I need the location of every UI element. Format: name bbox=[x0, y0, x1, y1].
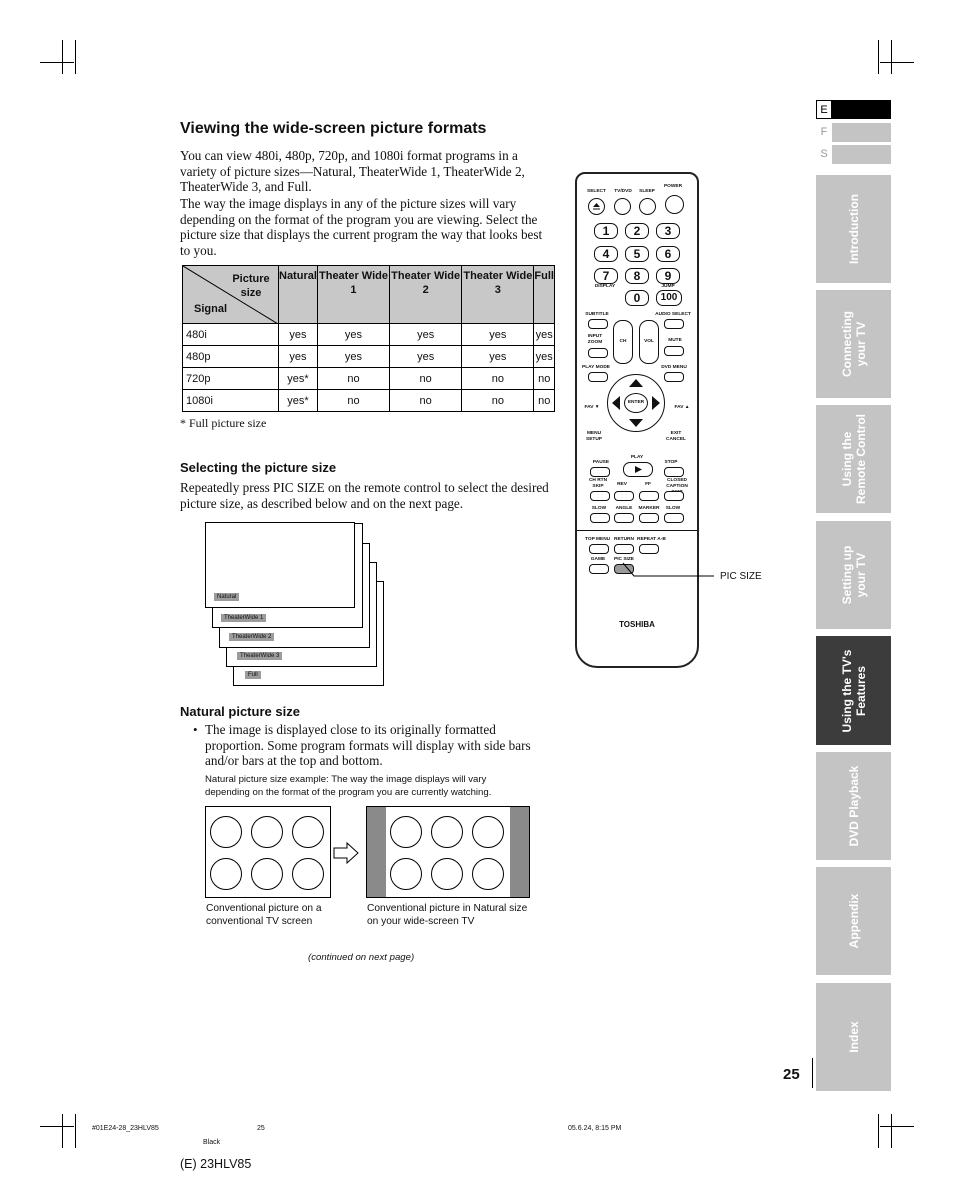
circle-shape bbox=[390, 816, 422, 848]
number-button[interactable]: 9 bbox=[656, 268, 680, 284]
frame-label: Natural bbox=[214, 593, 239, 601]
return-label: RETURN bbox=[614, 537, 634, 542]
footer-date: 05.6.24, 8:15 PM bbox=[568, 1125, 622, 1132]
mute-button[interactable] bbox=[664, 346, 684, 356]
corner-bottom-label: Signal bbox=[194, 303, 228, 315]
arrow-right-icon bbox=[333, 842, 359, 864]
table-cell: no bbox=[317, 368, 389, 390]
pic-size-callout: PIC SIZE bbox=[720, 571, 762, 582]
slow-forward-button[interactable] bbox=[664, 513, 684, 523]
table-cell: yes* bbox=[279, 390, 318, 412]
number-button[interactable]: 7 bbox=[594, 268, 618, 284]
intro-paragraph-1: You can view 480i, 480p, 720p, and 1080i format programs in a variety of picture sizes—Natural, TheaterWide 1, TheaterWide 2, TheaterWide 3, and Full. bbox=[180, 148, 525, 194]
natural-bullet: The image is displayed close to its originally formatted proportion. Some program formats will display with side bars and/or bars at the top and bottom. bbox=[205, 722, 531, 768]
lang-letter: E bbox=[816, 100, 832, 119]
footer-page: 25 bbox=[257, 1125, 265, 1132]
tab-label: Setting up your TV bbox=[839, 545, 868, 605]
lang-tab-english[interactable] bbox=[816, 100, 891, 119]
signal-cell: 720p bbox=[183, 368, 279, 390]
power-button[interactable] bbox=[665, 195, 684, 214]
intro-paragraph-2: The way the image displays in any of the picture sizes will vary depending on the format of the program you are viewing. Select the picture size that displays the current program the way that looks best to you. bbox=[180, 196, 543, 258]
frame-label: Full bbox=[245, 671, 261, 679]
slow-forward-label: SLOW bbox=[665, 506, 681, 511]
stop-button[interactable] bbox=[664, 467, 684, 477]
pause-label: PAUSE bbox=[592, 460, 610, 465]
signal-cell: 480p bbox=[183, 346, 279, 368]
tab-label: Using the TV's Features bbox=[839, 649, 868, 732]
enter-label: ENTER bbox=[627, 400, 645, 405]
lang-bar bbox=[832, 100, 891, 119]
table-cell: yes bbox=[462, 324, 534, 346]
mute-label: MUTE bbox=[668, 338, 682, 343]
circle-shape bbox=[210, 816, 242, 848]
game-button[interactable] bbox=[589, 564, 609, 574]
return-button[interactable] bbox=[614, 544, 634, 554]
top-menu-button[interactable] bbox=[589, 544, 609, 554]
lang-bar bbox=[832, 145, 891, 164]
column-header: Full bbox=[534, 266, 555, 324]
table-header-row bbox=[183, 266, 555, 324]
game-label: GAME bbox=[590, 557, 606, 562]
table-cell: no bbox=[317, 390, 389, 412]
pause-button[interactable] bbox=[590, 467, 610, 477]
table-cell: no bbox=[390, 368, 462, 390]
pic-size-label: PIC SIZE bbox=[614, 557, 634, 562]
number-button[interactable]: 0 bbox=[625, 290, 649, 306]
page-title: Viewing the wide-screen picture formats bbox=[180, 120, 487, 137]
number-button[interactable]: 6 bbox=[656, 246, 680, 262]
bullet-dot: • bbox=[193, 722, 198, 737]
circle-shape bbox=[472, 816, 504, 848]
callout-line bbox=[620, 560, 715, 580]
tab-features[interactable] bbox=[816, 636, 891, 745]
lang-tab-french[interactable] bbox=[816, 123, 891, 142]
tab-label: DVD Playback bbox=[846, 765, 861, 847]
circle-shape bbox=[431, 858, 463, 890]
play-mode-label: PLAY MODE bbox=[582, 365, 610, 370]
table-cell: no bbox=[390, 390, 462, 412]
number-button[interactable]: 100 bbox=[656, 290, 682, 306]
tab-label: Using the Remote Control bbox=[839, 414, 868, 504]
tab-index[interactable] bbox=[816, 983, 891, 1091]
ch-rtn-skip-label: CH RTN SKIP bbox=[588, 478, 608, 489]
brand-logo: TOSHIBA bbox=[619, 620, 655, 629]
footer-file: #01E24-28_23HLV85 bbox=[92, 1125, 159, 1132]
side-bar-left bbox=[367, 807, 386, 897]
number-button[interactable]: 4 bbox=[594, 246, 618, 262]
selecting-body: Repeatedly press PIC SIZE on the remote control to select the desired picture size, as described below and on the next page. bbox=[180, 480, 549, 511]
footer-model: (E) 23HLV85 bbox=[180, 1157, 252, 1171]
audio-select-button[interactable] bbox=[664, 319, 684, 329]
tab-label: Appendix bbox=[846, 893, 861, 949]
corner-top-label: Picture size bbox=[232, 273, 270, 299]
table-cell: yes bbox=[462, 346, 534, 368]
signal-cell: 1080i bbox=[183, 390, 279, 412]
column-header: Theater Wide 2 bbox=[390, 266, 462, 324]
table-cell: yes bbox=[317, 324, 389, 346]
closed-caption-skip-label: CLOSED CAPTION bbox=[666, 478, 688, 489]
tab-label: Connecting your TV bbox=[839, 311, 868, 377]
angle-button[interactable] bbox=[614, 513, 634, 523]
table-cell: no bbox=[534, 368, 555, 390]
play-icon bbox=[624, 463, 652, 476]
play-label: PLAY bbox=[630, 455, 644, 460]
power-label: POWER bbox=[663, 184, 683, 189]
number-button[interactable]: 8 bbox=[625, 268, 649, 284]
natural-heading: Natural picture size bbox=[180, 704, 300, 719]
column-header: Natural bbox=[279, 266, 318, 324]
table-cell: yes bbox=[534, 324, 555, 346]
tab-appendix[interactable] bbox=[816, 867, 891, 975]
tvdvd-label: TV/DVD bbox=[614, 189, 632, 194]
marker-button[interactable] bbox=[639, 513, 659, 523]
column-header: Theater Wide 3 bbox=[462, 266, 534, 324]
widescreen-screen bbox=[366, 806, 530, 898]
number-button[interactable]: 3 bbox=[656, 223, 680, 239]
sleep-button[interactable] bbox=[639, 198, 656, 215]
jump-label: JUMP bbox=[661, 284, 675, 289]
repeat-ab-label: REPEAT A-B bbox=[637, 537, 666, 542]
table-cell: no bbox=[534, 390, 555, 412]
continued-note: (continued on next page) bbox=[308, 952, 415, 963]
angle-label: ANGLE bbox=[615, 506, 633, 511]
table-cell: yes* bbox=[279, 368, 318, 390]
lang-tab-spanish[interactable] bbox=[816, 145, 891, 164]
menu-setup-label: MENU SETUP bbox=[586, 431, 602, 442]
frame-natural bbox=[205, 522, 355, 608]
exit-cancel-label: EXIT CANCEL bbox=[666, 431, 686, 442]
table-cell: yes bbox=[279, 346, 318, 368]
subtitle-button[interactable] bbox=[588, 319, 608, 329]
circle-shape bbox=[210, 858, 242, 890]
skip-back-button[interactable] bbox=[590, 491, 610, 501]
tab-setting-up[interactable] bbox=[816, 521, 891, 629]
marker-label: MARKER bbox=[638, 506, 660, 511]
circle-shape bbox=[431, 816, 463, 848]
fav-up-label: FAV ▲ bbox=[674, 405, 690, 410]
table-cell: no bbox=[462, 390, 534, 412]
column-header: Theater Wide 1 bbox=[317, 266, 389, 324]
play-mode-button[interactable] bbox=[588, 372, 608, 382]
table-cell: yes bbox=[534, 346, 555, 368]
tab-label: Introduction bbox=[846, 194, 861, 264]
natural-example: Natural picture size example: The way the image displays will vary depending on the format of the program you are currently watching. bbox=[205, 774, 492, 798]
page-number: 25 bbox=[783, 1066, 800, 1083]
circle-shape bbox=[251, 858, 283, 890]
number-button[interactable]: 1 bbox=[594, 223, 618, 239]
lang-bar bbox=[832, 123, 891, 142]
frame-label: TheaterWide 3 bbox=[237, 652, 282, 660]
table-cell: yes bbox=[279, 324, 318, 346]
frame-label: TheaterWide 2 bbox=[229, 633, 274, 641]
footer-color: Black bbox=[203, 1139, 221, 1146]
frame-label: TheaterWide 1 bbox=[221, 614, 266, 622]
number-button[interactable]: 2 bbox=[625, 223, 649, 239]
slow-back-label: SLOW bbox=[591, 506, 607, 511]
fav-down-label: FAV ▼ bbox=[584, 405, 600, 410]
format-table bbox=[182, 265, 555, 412]
repeat-ab-button[interactable] bbox=[639, 544, 659, 554]
remote-control bbox=[575, 172, 699, 668]
caption-conventional: Conventional picture on a conventional TV screen bbox=[206, 903, 322, 927]
eject-icon bbox=[589, 199, 604, 214]
caption-widescreen: Conventional picture in Natural size on your wide-screen TV bbox=[367, 903, 528, 927]
ff-label: FF bbox=[645, 482, 651, 487]
table-row bbox=[183, 390, 555, 412]
sleep-label: SLEEP bbox=[639, 189, 655, 194]
signal-cell: 480i bbox=[183, 324, 279, 346]
dvd-menu-button[interactable] bbox=[664, 372, 684, 382]
select-label: SELECT bbox=[587, 189, 606, 194]
lang-letter: S bbox=[820, 148, 828, 160]
ff-button[interactable] bbox=[639, 491, 659, 501]
table-row bbox=[183, 368, 555, 390]
subtitle-label: SUBTITLE bbox=[585, 312, 609, 317]
ch-label: CH bbox=[619, 339, 627, 344]
circle-shape bbox=[472, 858, 504, 890]
tvdvd-button[interactable] bbox=[614, 198, 631, 215]
selecting-heading: Selecting the picture size bbox=[180, 460, 337, 475]
table-footnote: * Full picture size bbox=[180, 416, 267, 430]
navigation-pad[interactable] bbox=[607, 374, 665, 432]
number-button[interactable]: 5 bbox=[625, 246, 649, 262]
circle-shape bbox=[251, 816, 283, 848]
table-cell: no bbox=[462, 368, 534, 390]
lang-letter: F bbox=[820, 126, 828, 138]
tab-dvd-playback[interactable] bbox=[816, 752, 891, 860]
eject-button[interactable] bbox=[588, 198, 605, 215]
side-bar-right bbox=[510, 807, 529, 897]
table-corner-cell bbox=[183, 266, 279, 324]
slow-back-button[interactable] bbox=[590, 513, 610, 523]
play-button[interactable] bbox=[623, 462, 653, 477]
circle-shape bbox=[390, 858, 422, 890]
tab-remote-control[interactable] bbox=[816, 405, 891, 513]
circle-shape bbox=[292, 858, 324, 890]
tab-label: Index bbox=[846, 1021, 861, 1053]
tab-introduction[interactable] bbox=[816, 175, 891, 283]
table-cell: yes bbox=[390, 346, 462, 368]
rev-button[interactable] bbox=[614, 491, 634, 501]
conventional-screen bbox=[205, 806, 331, 898]
tab-connecting[interactable] bbox=[816, 290, 891, 398]
vol-label: VOL bbox=[644, 339, 654, 344]
input-zoom-label: INPUT ZOOM bbox=[587, 334, 603, 345]
table-row bbox=[183, 324, 555, 346]
table-cell: yes bbox=[390, 324, 462, 346]
table-row bbox=[183, 346, 555, 368]
stop-label: STOP bbox=[664, 460, 678, 465]
divider-line bbox=[577, 530, 697, 531]
audio-select-label: AUDIO SELECT bbox=[655, 312, 691, 317]
skip-forward-button[interactable] bbox=[664, 491, 684, 501]
display-label: DISPLAY bbox=[594, 284, 616, 289]
rev-label: REV bbox=[617, 482, 627, 487]
top-menu-label: TOP MENU bbox=[585, 537, 611, 542]
input-zoom-button[interactable] bbox=[588, 348, 608, 358]
table-cell: yes bbox=[317, 346, 389, 368]
dvd-menu-label: DVD MENU bbox=[661, 365, 687, 370]
circle-shape bbox=[292, 816, 324, 848]
